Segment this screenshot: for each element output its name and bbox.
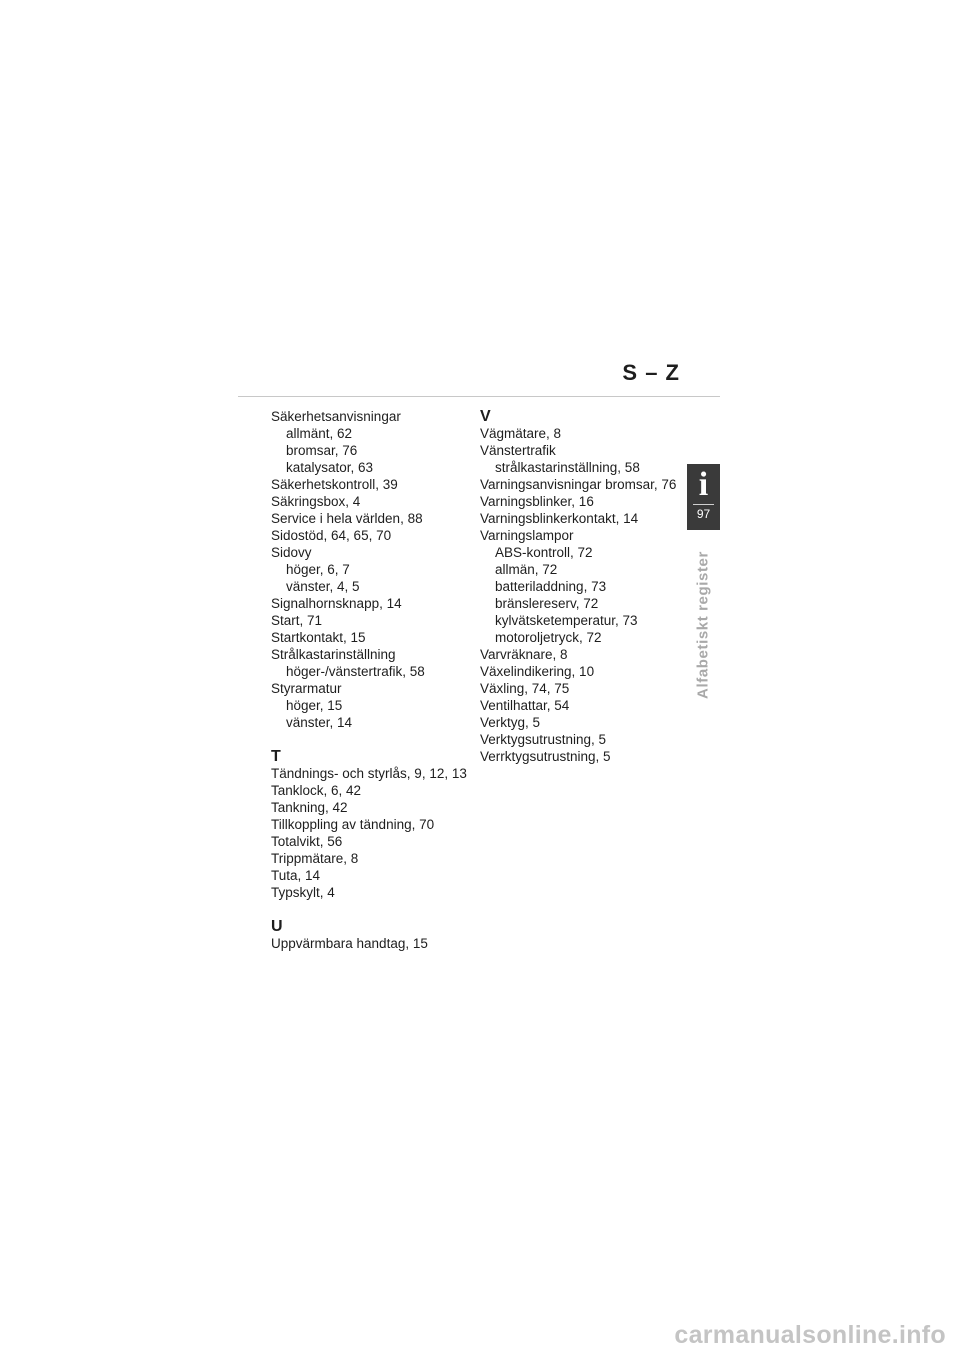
index-entry: Verrktygsutrustning, 5 [480, 749, 611, 764]
index-entry: Tillkoppling av tändning, 70 [271, 817, 435, 832]
index-entry: Säkerhetsanvisningar [271, 409, 401, 424]
index-subentry: bromsar, 76 [286, 443, 358, 458]
info-i-icon: i [698, 466, 709, 503]
watermark: carmanualsonline.info [674, 1321, 946, 1349]
index-column-right [480, 408, 685, 765]
index-entry: Styrarmatur [271, 681, 342, 696]
index-subentry: allmän, 72 [495, 562, 558, 577]
index-entry: Sidostöd, 64, 65, 70 [271, 528, 392, 543]
index-subentry: höger, 15 [286, 698, 343, 713]
index-entry: Startkontakt, 15 [271, 630, 366, 645]
index-entry: Sidovy [271, 545, 312, 560]
index-entry: Verktygsutrustning, 5 [480, 732, 607, 747]
index-subentry: katalysator, 63 [286, 460, 374, 475]
tab-divider [693, 504, 714, 505]
index-entry: Signalhornsknapp, 14 [271, 596, 402, 611]
section-tab [687, 464, 720, 530]
index-entry: Varvräknare, 8 [480, 647, 568, 662]
index-subentry: bränslereserv, 72 [495, 596, 599, 611]
index-entry: Tanklock, 6, 42 [271, 783, 362, 798]
index-entry: Totalvikt, 56 [271, 834, 343, 849]
index-entry: Tändnings- och styrlås, 9, 12, 13 [271, 766, 467, 781]
index-entry: Vänstertrafik [480, 443, 556, 458]
index-subentry: höger, 6, 7 [286, 562, 350, 577]
index-subentry: batteriladdning, 73 [495, 579, 607, 594]
index-subentry: motoroljetryck, 72 [495, 630, 602, 645]
index-entry: Strålkastarinställning [271, 647, 396, 662]
page-number: 97 [696, 507, 711, 521]
section-side-label: Alfabetiskt register [694, 551, 712, 699]
index-subentry: strålkastarinställning, 58 [495, 460, 640, 475]
index-subentry: vänster, 14 [286, 715, 353, 730]
index-letter-heading: V [480, 408, 491, 425]
index-entry: Verktyg, 5 [480, 715, 541, 730]
index-entry: Uppvärmbara handtag, 15 [271, 936, 428, 951]
index-entry: Ventilhattar, 54 [480, 698, 570, 713]
index-letter-heading: T [271, 748, 281, 765]
index-entry: Växelindikering, 10 [480, 664, 595, 679]
index-entry: Varningsanvisningar bromsar, 76 [480, 477, 677, 492]
index-entry: Vägmätare, 8 [480, 426, 562, 441]
index-letter-heading: U [271, 918, 283, 935]
index-entry: Varningsblinkerkontakt, 14 [480, 511, 639, 526]
index-subentry: ABS-kontroll, 72 [495, 545, 593, 560]
index-entry: Varningsblinker, 16 [480, 494, 594, 509]
index-subentry: kylvätsketemperatur, 73 [495, 613, 638, 628]
page-title: S – Z [622, 360, 680, 385]
index-entry: Tankning, 42 [271, 800, 348, 815]
index-subentry: höger-/vänstertrafik, 58 [286, 664, 425, 679]
index-subentry: vänster, 4, 5 [286, 579, 360, 594]
index-entry: Start, 71 [271, 613, 323, 628]
index-entry: Typskylt, 4 [271, 885, 335, 900]
index-entry: Trippmätare, 8 [271, 851, 359, 866]
index-column-left [271, 408, 476, 952]
index-entry: Säkerhetskontroll, 39 [271, 477, 398, 492]
index-entry: Tuta, 14 [271, 868, 321, 883]
index-entry: Säkringsbox, 4 [271, 494, 361, 509]
header-divider [238, 396, 720, 397]
index-subentry: allmänt, 62 [286, 426, 353, 441]
index-entry: Service i hela världen, 88 [271, 511, 423, 526]
index-entry: Växling, 74, 75 [480, 681, 570, 696]
index-entry: Varningslampor [480, 528, 574, 543]
